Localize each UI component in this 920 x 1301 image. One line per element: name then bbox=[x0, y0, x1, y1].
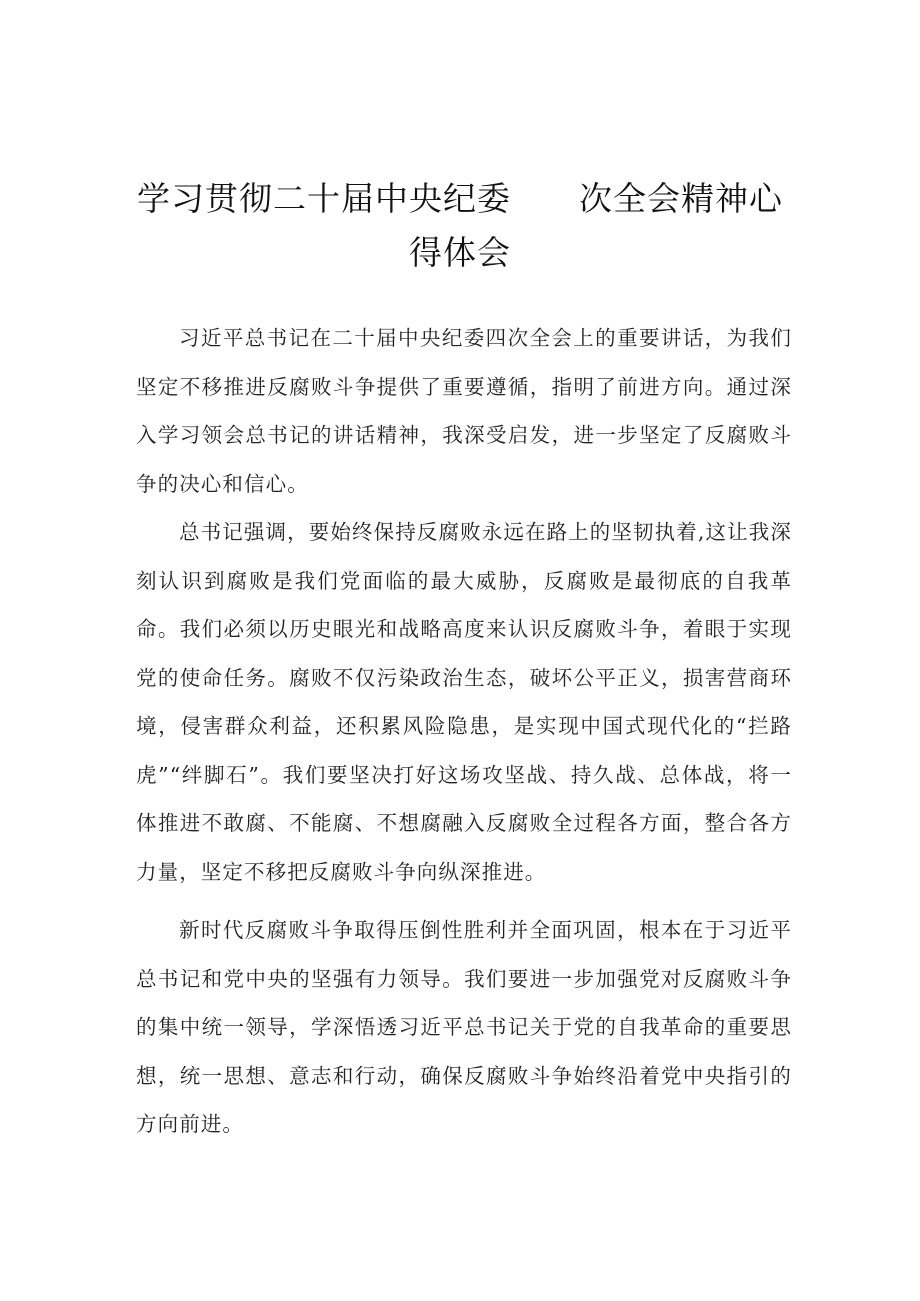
title-line-1: 学习贯彻二十届中央纪委 次全会精神心 bbox=[137, 179, 783, 218]
title-line-2: 得体会 bbox=[409, 233, 511, 272]
paragraph-3: 新时代反腐败斗争取得压倒性胜利并全面巩固，根本在于习近平总书记和党中央的坚强有力领导。我们要进一步加强党对反腐败斗争的集中统一领导，学深悟透习近平总书记关于党的自我革命的重要思想，统一思想、意志和行动，确保反腐败斗争始终沿着党中央指引的方向前进。 bbox=[136, 918, 792, 1136]
paragraph-1: 习近平总书记在二十届中央纪委四次全会上的重要讲话，为我们坚定不移推进反腐败斗争提供了重要遵循，指明了前进方向。通过深入学习领会总书记的讲话精神，我深受启发，进一步坚定了反腐败斗争的决心和信心。 bbox=[136, 326, 792, 496]
paragraph-2: 总书记强调，要始终保持反腐败永远在路上的坚韧执着,这让我深刻认识到腐败是我们党面临的最大威胁，反腐败是最彻底的自我革命。我们必须以历史眼光和战略高度来认识反腐败斗争，着眼于实现党的使命任务。腐败不仅污染政治生态，破坏公平正义，损害营商环境，侵害群众利益，还积累风险隐患，是实现中国式现代化的“拦路虎”“绊脚石”。我们要坚决打好这场攻坚战、持久战、总体战，将一体推进不敢腐、不能腐、不想腐融入反腐败全过程各方面，整合各方力量，坚定不移把反腐败斗争向纵深推进。 bbox=[136, 520, 792, 884]
document-body bbox=[136, 314, 792, 1149]
document-title bbox=[0, 172, 920, 280]
